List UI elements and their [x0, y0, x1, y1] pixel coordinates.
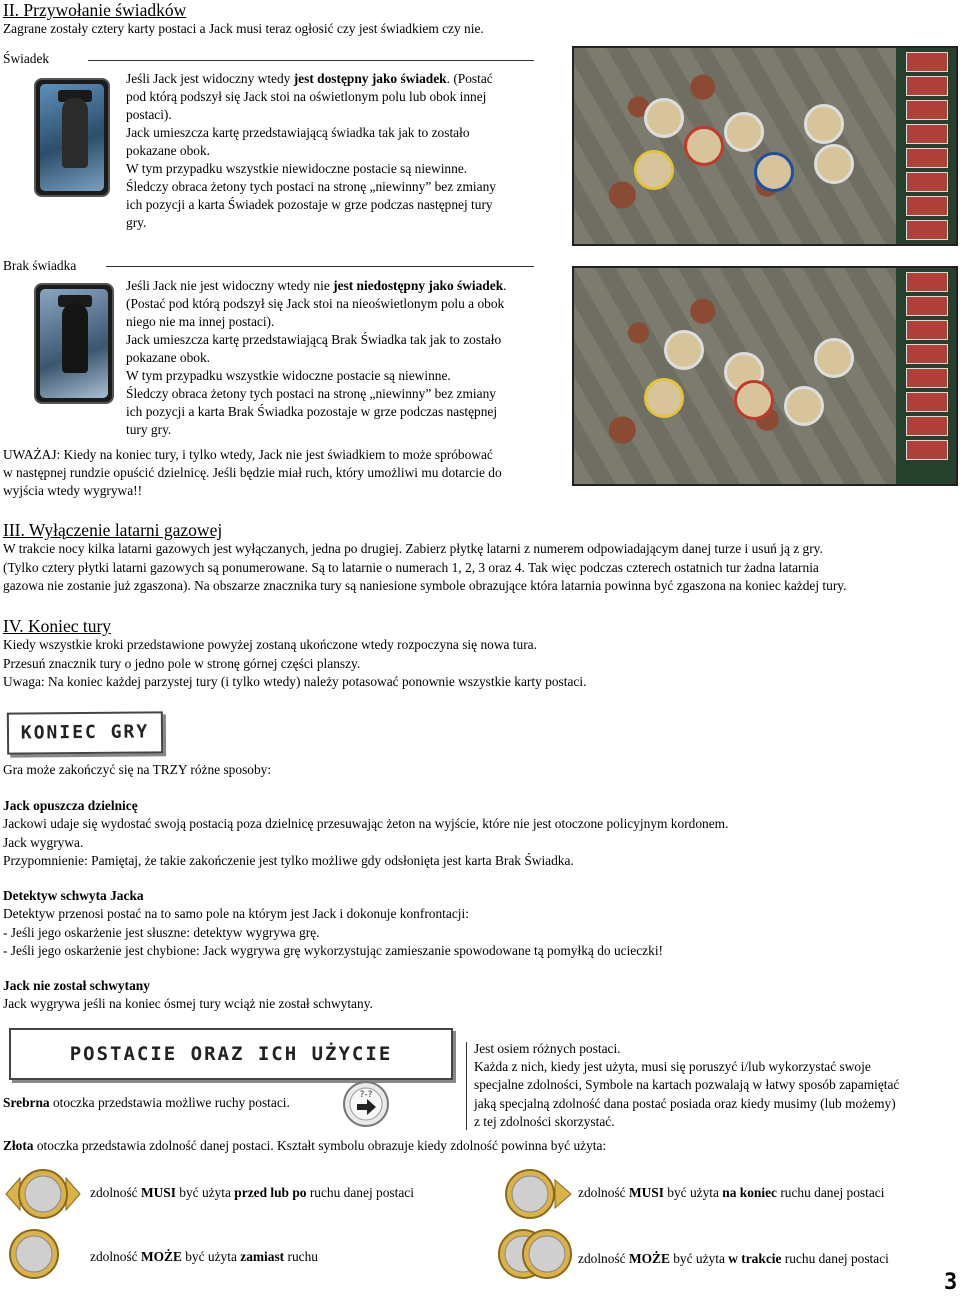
- text-line: pod którą podszył się Jack stoi na oświetlonym polu lub obok innej: [126, 89, 487, 104]
- ability-fragment: MUSI: [628, 1185, 664, 1200]
- ability-fragment: ruchu danej postaci: [306, 1185, 414, 1200]
- turn-track-cell: [906, 196, 948, 216]
- text-fragment: jest niedostępny jako świadek: [333, 278, 504, 293]
- ability-fragment: zdolność: [90, 1185, 141, 1200]
- text-line: niego nie ma innej postaci).: [126, 314, 275, 329]
- turn-track-cell: [906, 148, 948, 168]
- section-3-title: III. Wyłączenie latarni gazowej: [3, 520, 223, 540]
- ability-fragment: MOŻE: [140, 1249, 182, 1264]
- ability-fragment: MOŻE: [628, 1251, 670, 1266]
- end-of-move-symbol-icon: [495, 1166, 573, 1222]
- text-line: gry.: [126, 215, 147, 230]
- turn-track-cell: [906, 368, 948, 388]
- text-line: Uwaga: Na koniec każdej parzystej tury (i tylko wtedy) należy potasować ponownie wszystkie karty postaci.: [3, 674, 587, 689]
- silver-word: Srebrna: [3, 1095, 50, 1110]
- text-line: Jack wygrywa.: [3, 834, 84, 850]
- nowitness-label: Brak świadka: [3, 258, 77, 273]
- turn-track-cell: [906, 100, 948, 120]
- ability-before-after-text: [90, 1184, 414, 1202]
- ability-instead-text: [90, 1248, 318, 1266]
- ability-fragment: przed lub po: [234, 1185, 307, 1200]
- text-line: W tym przypadku wszystkie widoczne postacie są niewinne.: [126, 368, 451, 383]
- silver-rest: otoczka przedstawia możliwe ruchy postaci.: [49, 1095, 290, 1110]
- turn-track-cell: [906, 76, 948, 96]
- characters-divider: [466, 1042, 467, 1130]
- during-move-symbol-icon: [495, 1226, 573, 1282]
- text-line: Każda z nich, kiedy jest użyta, musi się poruszyć i/lub wykorzystać swoje: [474, 1059, 871, 1075]
- text-line: pokazane obok.: [126, 143, 211, 158]
- turn-track-cell: [906, 440, 948, 460]
- ability-fragment: zamiast: [240, 1249, 285, 1264]
- silver-ring-text: [3, 1094, 290, 1112]
- ability-fragment: ruchu danej postaci: [781, 1251, 889, 1266]
- text-line: Przesuń znacznik tury o jedno pole w stronę górnej części planszy.: [3, 655, 361, 671]
- text-line: Jack umieszcza kartę przedstawiającą Brak Świadka tak jak to zostało: [126, 332, 502, 347]
- text-fragment: Jeśli Jack jest widoczny wtedy: [126, 71, 294, 86]
- ability-fragment: w trakcie: [728, 1251, 782, 1266]
- nowitness-rule: [106, 266, 534, 267]
- text-line: (Tylko cztery płytki latarni gazowych są ponumerowane. Są to latarnie o numerach 1, 2, 3 oraz 4. Tak więc podczas czterech ostatnich tur żadna latarnia: [3, 559, 819, 575]
- text-line: specjalne zdolności, Symbole na kartach pozwalają w łatwy sposób zapamiętać: [474, 1077, 900, 1093]
- movement-symbol-icon: [342, 1080, 390, 1128]
- section-2-intro: Zagrane zostały cztery karty postaci a Jack musi teraz ogłosić czy jest świadkiem czy nie.: [3, 21, 484, 36]
- gold-rest: otoczka przedstawia zdolność danej postaci. Kształt symbolu obrazuje kiedy zdolność powinna być użyta:: [33, 1138, 607, 1153]
- section-2-title: II. Przywołanie świadków: [3, 0, 187, 20]
- characters-banner: POSTACIE ORAZ ICH UŻYCIE: [9, 1028, 453, 1080]
- text-line: Przypomnienie: Pamiętaj, że takie zakończenie jest tylko możliwe gdy odsłonięta jest karta Brak Świadka.: [3, 853, 574, 868]
- text-line: Śledczy obraca żetony tych postaci na stronę „niewinny” bez zmiany: [126, 179, 496, 194]
- text-line: [126, 70, 493, 88]
- ability-fragment: zdolność: [578, 1251, 629, 1266]
- ability-fragment: zdolność: [578, 1185, 629, 1200]
- text-line: Detektyw przenosi postać na to samo pole na którym jest Jack i dokonuje konfrontacji:: [3, 906, 469, 921]
- text-line: Kiedy wszystkie kroki przedstawione powyżej zostaną ukończone wtedy rozpoczyna się nowa tura.: [3, 637, 537, 652]
- ability-end-text: [578, 1184, 884, 1202]
- no-witness-card-image: [34, 283, 114, 404]
- case2-title: Detektyw schwyta Jacka: [3, 888, 144, 903]
- witness-rule: [88, 60, 534, 61]
- text-line: Jack umieszcza kartę przedstawiającą świadka tak jak to zostało: [126, 125, 470, 140]
- movement-symbol-label: ?-?: [359, 1090, 373, 1100]
- text-line: jaką specjalną zdolność dana postać posiada oraz kiedy musimy (lub możemy): [474, 1095, 896, 1111]
- text-fragment: .: [503, 278, 507, 293]
- before-after-symbol-icon: [4, 1166, 82, 1222]
- ability-fragment: ruchu: [284, 1249, 318, 1264]
- case3-title: Jack nie został schwytany: [3, 978, 150, 993]
- ability-during-text: [578, 1250, 889, 1268]
- ability-fragment: być użyta: [663, 1185, 723, 1200]
- text-line: - Jeśli jego oskarżenie jest słuszne: detektyw wygrywa grę.: [3, 924, 320, 940]
- text-line: - Jeśli jego oskarżenie jest chybione: Jack wygrywa grę wykorzystując zamieszanie spowodowane tą pomyłką do ucieczki!: [3, 943, 664, 958]
- text-line: (Postać pod którą podszył się Jack stoi na nieoświetlonym polu a obok: [126, 296, 505, 311]
- text-line: ich pozycji a karta Świadek pozostaje w grze podczas następnej tury: [126, 197, 493, 212]
- turn-track-cell: [906, 124, 948, 144]
- text-line: UWAŻAJ: Kiedy na koniec tury, i tylko wtedy, Jack nie jest świadkiem to może spróbować: [3, 447, 493, 462]
- text-line: Jack wygrywa jeśli na koniec ósmej tury wciąż nie został schwytany.: [3, 996, 373, 1011]
- ability-fragment: być użyta: [175, 1185, 235, 1200]
- ability-fragment: być użyta: [669, 1251, 729, 1266]
- turn-track-cell: [906, 272, 948, 292]
- ability-fragment: zdolność: [90, 1249, 141, 1264]
- turn-track-cell: [906, 220, 948, 240]
- text-line: wyjścia wtedy wygrywa!!: [3, 483, 143, 498]
- case1-title: Jack opuszcza dzielnicę: [3, 798, 138, 813]
- text-line: Jackowi udaje się wydostać swoją postacią poza dzielnicę przesuwając żeton na wyjście, które nie jest otoczone policyjnym kordonem.: [3, 816, 729, 831]
- text-line: postaci).: [126, 107, 172, 122]
- ability-fragment: ruchu danej postaci: [776, 1185, 885, 1200]
- text-fragment: Jeśli Jack nie jest widoczny wtedy nie: [126, 278, 334, 293]
- text-line: Śledczy obraca żetony tych postaci na stronę „niewinny” bez zmiany: [126, 386, 496, 401]
- text-line: gazowa nie zostanie już zgaszona). Na obszarze znacznika tury są naniesione symbole obrazujące która latarnia powinna być zgaszona na koniec każdej tury.: [3, 578, 847, 593]
- turn-track-cell: [906, 296, 948, 316]
- end-game-banner: KONIEC GRY: [7, 711, 163, 754]
- instead-symbol-icon: [4, 1226, 82, 1282]
- text-line: [126, 277, 507, 295]
- gold-ring-text: [3, 1137, 606, 1155]
- turn-track-cell: [906, 392, 948, 412]
- gold-word: Złota: [3, 1138, 34, 1153]
- witness-label: Świadek: [3, 51, 50, 66]
- turn-track-cell: [906, 320, 948, 340]
- text-line: W tym przypadku wszystkie niewidoczne postacie są niewinne.: [126, 161, 468, 176]
- turn-track-cell: [906, 416, 948, 436]
- ability-fragment: na koniec: [722, 1185, 777, 1200]
- ability-fragment: być użyta: [181, 1249, 241, 1264]
- text-line: z tej zdolności skorzystać.: [474, 1113, 615, 1129]
- text-fragment: jest dostępny jako świadek: [293, 71, 447, 86]
- end-game-intro: Gra może zakończyć się na TRZY różne sposoby:: [3, 762, 272, 777]
- board-witness-image: [572, 46, 958, 246]
- text-line: ich pozycji a karta Brak Świadka pozostaje w grze podczas następnej: [126, 404, 498, 419]
- section-4-title: IV. Koniec tury: [3, 616, 112, 636]
- text-line: Jest osiem różnych postaci.: [474, 1041, 621, 1056]
- text-line: W trakcie nocy kilka latarni gazowych jest wyłączanych, jedna po drugiej. Zabierz płytkę latarni z numerem odpowiadającym danej turze i usuń ją z gry.: [3, 541, 823, 556]
- text-line: tury gry.: [126, 422, 172, 437]
- board-no-witness-image: [572, 266, 958, 486]
- text-line: pokazane obok.: [126, 350, 211, 365]
- ability-fragment: MUSI: [140, 1185, 176, 1200]
- turn-track-cell: [906, 344, 948, 364]
- turn-track-cell: [906, 52, 948, 72]
- text-fragment: . (Postać: [446, 71, 493, 86]
- witness-card-image: [34, 78, 110, 197]
- page-number: 3: [944, 1270, 958, 1295]
- text-line: w następnej rundzie opuścić dzielnicę. Jeśli będzie miał ruch, który umożliwi mu dotarcie do: [3, 465, 502, 480]
- turn-track-cell: [906, 172, 948, 192]
